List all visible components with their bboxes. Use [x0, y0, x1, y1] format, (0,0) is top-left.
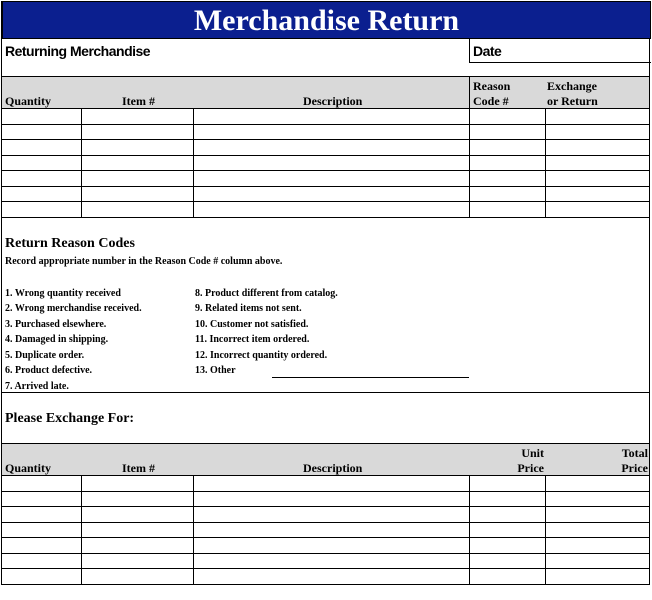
reason-code-13: 13. Other	[195, 365, 236, 376]
returns-cell[interactable]	[546, 156, 649, 171]
returns-cell[interactable]	[82, 156, 193, 171]
returns-col-exchange-2: or Return	[547, 94, 598, 108]
exchange-cell[interactable]	[470, 569, 545, 584]
exchange-cell[interactable]	[82, 569, 193, 584]
exchange-col-unit-2: Price	[517, 461, 544, 475]
returns-cell[interactable]	[194, 171, 469, 186]
form-title: Merchandise Return	[2, 1, 651, 39]
returns-col-reason-1: Reason	[473, 79, 511, 93]
exchange-cell[interactable]	[194, 492, 469, 507]
returns-cell[interactable]	[194, 156, 469, 171]
reason-code-8: 8. Product different from catalog.	[195, 288, 338, 299]
exchange-cell[interactable]	[3, 507, 81, 522]
returning-merchandise-label: Returning Merchandise	[5, 43, 151, 59]
returns-cell[interactable]	[470, 140, 545, 155]
exchange-cell[interactable]	[470, 523, 545, 538]
reason-code-6: 6. Product defective.	[5, 365, 93, 376]
returns-col-line	[81, 108, 82, 217]
reason-codes-title: Return Reason Codes	[5, 236, 135, 251]
exchange-col-quantity: Quantity	[5, 461, 52, 475]
exchange-col-description: Description	[303, 461, 363, 475]
exchange-col-unit-1: Unit	[521, 446, 544, 460]
exchange-col-line	[193, 475, 194, 584]
returns-col-reason-2: Code #	[473, 94, 509, 108]
exchange-cell[interactable]	[546, 523, 649, 538]
returns-cell[interactable]	[3, 171, 81, 186]
reason-code-4: 4. Damaged in shipping.	[5, 334, 109, 345]
exchange-col-total-2: Price	[621, 461, 648, 475]
exchange-cell[interactable]	[194, 569, 469, 584]
exchange-col-line	[545, 475, 546, 584]
returns-col-item: Item #	[122, 94, 155, 108]
returns-cell[interactable]	[3, 187, 81, 202]
returns-table-bottom	[2, 217, 649, 218]
returns-cell[interactable]	[470, 171, 545, 186]
section-divider	[2, 392, 649, 393]
exchange-cell[interactable]	[194, 507, 469, 522]
exchange-cell[interactable]	[194, 476, 469, 491]
reason-code-2: 2. Wrong merchandise received.	[5, 303, 142, 314]
returns-cell[interactable]	[82, 109, 193, 124]
returns-col-quantity: Quantity	[5, 94, 52, 108]
returns-cell[interactable]	[546, 171, 649, 186]
reason-code-9: 9. Related items not sent.	[195, 303, 302, 314]
exchange-cell[interactable]	[546, 554, 649, 569]
exchange-cell[interactable]	[82, 523, 193, 538]
returns-cell[interactable]	[470, 125, 545, 140]
reason-code-3: 3. Purchased elsewhere.	[5, 319, 107, 330]
date-label: Date	[473, 43, 502, 59]
exchange-cell[interactable]	[3, 476, 81, 491]
merchandise-return-form	[1, 1, 650, 585]
exchange-cell[interactable]	[3, 523, 81, 538]
returns-cell[interactable]	[3, 109, 81, 124]
exchange-row-line	[2, 584, 649, 585]
exchange-cell[interactable]	[546, 569, 649, 584]
returns-cell[interactable]	[194, 125, 469, 140]
date-divider	[469, 39, 470, 62]
returns-cell[interactable]	[82, 125, 193, 140]
exchange-cell[interactable]	[194, 554, 469, 569]
exchange-cell[interactable]	[82, 492, 193, 507]
returns-cell[interactable]	[194, 140, 469, 155]
reason-code-10: 10. Customer not satisfied.	[195, 319, 309, 330]
exchange-cell[interactable]	[194, 538, 469, 553]
reason-code-11: 11. Incorrect item ordered.	[195, 334, 310, 345]
returns-cell[interactable]	[470, 202, 545, 217]
exchange-cell[interactable]	[470, 476, 545, 491]
exchange-cell[interactable]	[3, 554, 81, 569]
exchange-cell[interactable]	[470, 492, 545, 507]
exchange-cell[interactable]	[470, 554, 545, 569]
reason-codes-instruction: Record appropriate number in the Reason Code # column above.	[5, 256, 283, 267]
exchange-col-item: Item #	[122, 461, 155, 475]
returns-cell[interactable]	[194, 187, 469, 202]
returns-cell[interactable]	[82, 187, 193, 202]
exchange-cell[interactable]	[3, 569, 81, 584]
returns-cell[interactable]	[194, 202, 469, 217]
returns-cell[interactable]	[3, 202, 81, 217]
exchange-cell[interactable]	[470, 538, 545, 553]
exchange-cell[interactable]	[82, 507, 193, 522]
exchange-cell[interactable]	[546, 492, 649, 507]
returns-cell[interactable]	[470, 187, 545, 202]
exchange-cell[interactable]	[546, 476, 649, 491]
exchange-cell[interactable]	[82, 554, 193, 569]
other-reason-line[interactable]	[272, 377, 469, 378]
returns-cell[interactable]	[470, 109, 545, 124]
returns-cell[interactable]	[546, 140, 649, 155]
exchange-col-line	[81, 475, 82, 584]
date-underline	[469, 62, 651, 63]
returns-cell[interactable]	[82, 140, 193, 155]
reason-code-7: 7. Arrived late.	[5, 381, 69, 392]
returns-cell[interactable]	[546, 202, 649, 217]
exchange-cell[interactable]	[470, 507, 545, 522]
exchange-cell[interactable]	[546, 507, 649, 522]
returns-cell[interactable]	[546, 125, 649, 140]
exchange-cell[interactable]	[194, 523, 469, 538]
returns-cell[interactable]	[546, 187, 649, 202]
returns-col-description: Description	[303, 94, 363, 108]
reason-code-5: 5. Duplicate order.	[5, 350, 85, 361]
returns-cell[interactable]	[82, 171, 193, 186]
exchange-title: Please Exchange For:	[5, 411, 135, 426]
returns-cell[interactable]	[470, 156, 545, 171]
returns-col-line	[193, 108, 194, 217]
returns-cell[interactable]	[82, 202, 193, 217]
returns-cell[interactable]	[3, 140, 81, 155]
reason-code-12: 12. Incorrect quantity ordered.	[195, 350, 328, 361]
exchange-cell[interactable]	[82, 476, 193, 491]
exchange-cell[interactable]	[3, 538, 81, 553]
returns-col-line	[545, 108, 546, 217]
exchange-cell[interactable]	[82, 538, 193, 553]
returns-cell[interactable]	[3, 125, 81, 140]
returns-cell[interactable]	[194, 109, 469, 124]
exchange-col-line	[469, 475, 470, 584]
exchange-cell[interactable]	[546, 538, 649, 553]
exchange-cell[interactable]	[3, 492, 81, 507]
returns-cell[interactable]	[3, 156, 81, 171]
exchange-col-total-1: Total	[621, 446, 648, 460]
returns-cell[interactable]	[546, 109, 649, 124]
returns-col-exchange-1: Exchange	[547, 79, 598, 93]
returns-col-line	[469, 108, 470, 217]
reason-code-1: 1. Wrong quantity received	[5, 288, 121, 299]
